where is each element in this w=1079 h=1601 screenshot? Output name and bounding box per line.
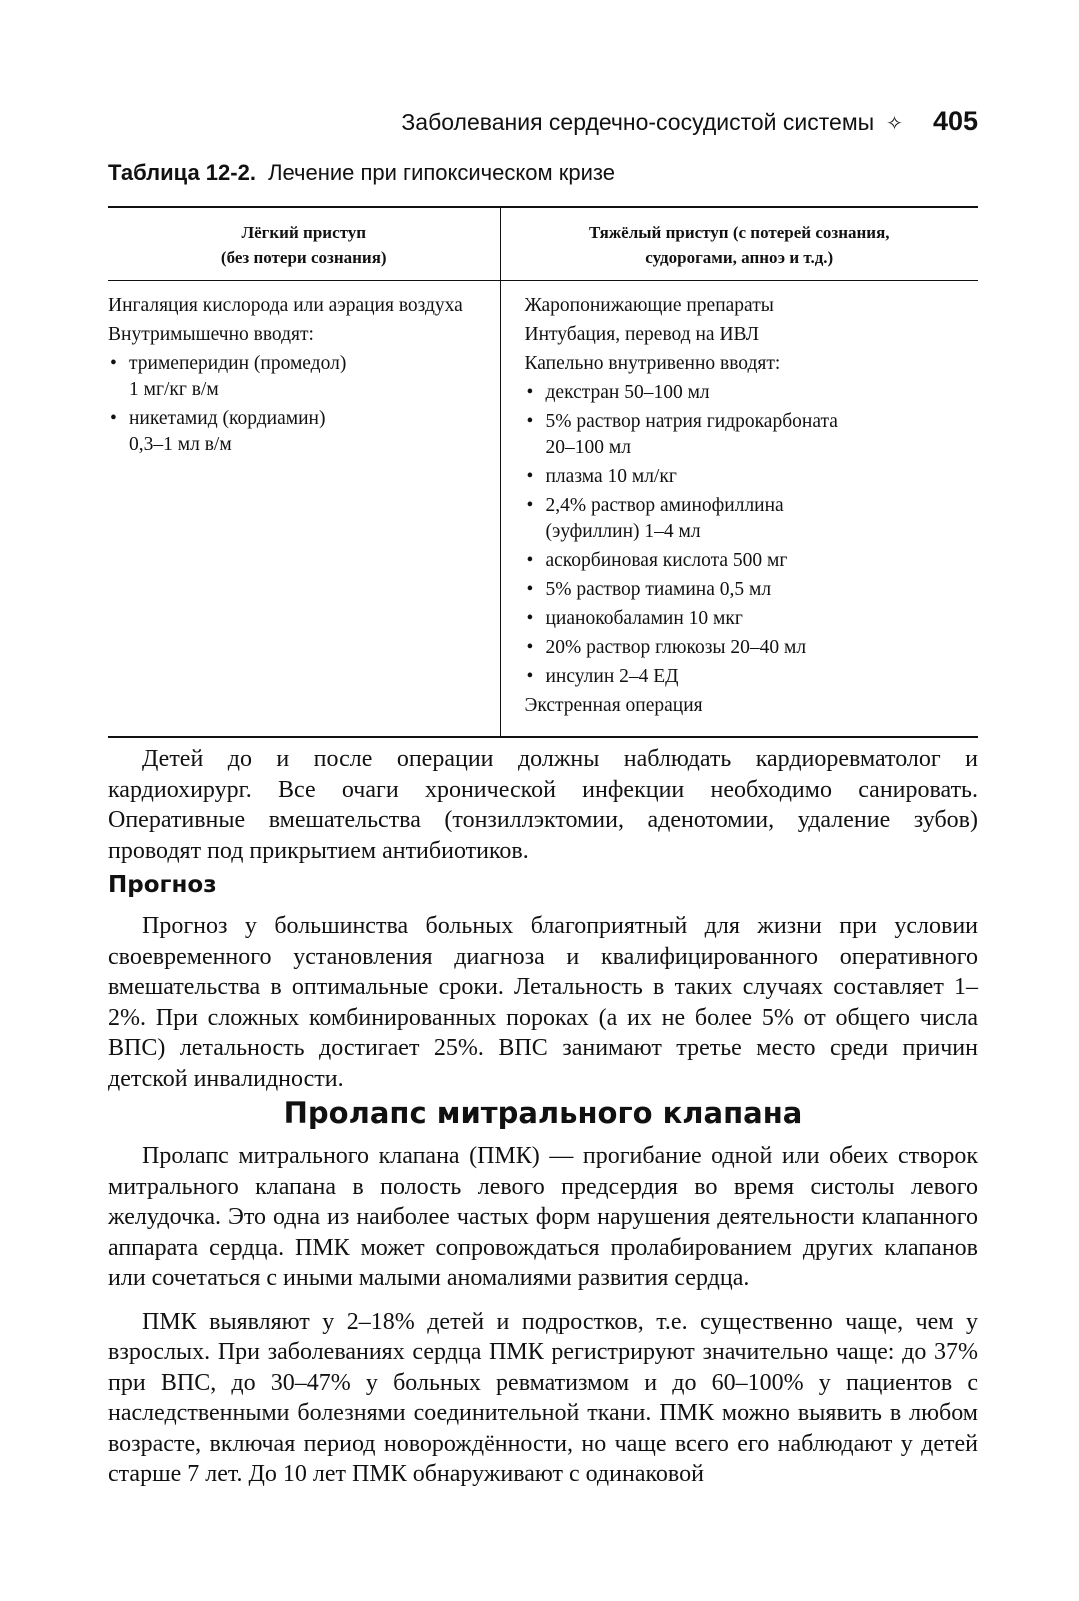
table-caption xyxy=(108,160,615,186)
col-header-mild: Лёгкий приступ (без потери сознания) xyxy=(108,207,500,281)
cell-severe xyxy=(500,281,978,738)
list-item: • 20% раствор глюкозы 20–40 мл xyxy=(525,635,979,661)
table-row xyxy=(108,281,978,738)
list-item: • 5% раствор тиамина 0,5 мл xyxy=(525,577,979,603)
heading-prognosis: Прогноз xyxy=(108,872,217,898)
cell-text: Жаропонижающие препараты xyxy=(524,295,774,316)
paragraph-prognosis: Прогноз у большинства больных благоприятный для жизни при условии своевременного установления диагноза и квалифицированного оперативного вмешательства в оптимальные сроки. Летальность в таких случаях составляет 1–2%. При сложных комбинированных пороках (а их не более 5% от общего числа ВПС) летальность достигает 25%. ВПС занимают третье место среди причин детской инвалидности. xyxy=(108,913,978,1092)
cell-text: Ингаляция кислорода или аэрация воздуха xyxy=(108,295,463,316)
cell-mild xyxy=(108,281,500,738)
col-header-severe: Тяжёлый приступ (с потерей сознания, судорогами, апноэ и т.д.) xyxy=(500,207,978,281)
table-caption-label: Таблица 12-2. xyxy=(108,160,256,185)
list-item: • никетамид (кордиамин) 0,3–1 мл в/м xyxy=(108,406,488,458)
cell-text: Внутримышечно вводят: xyxy=(108,324,314,345)
list-item: • аскорбиновая кислота 500 мг xyxy=(525,548,979,574)
drug-list xyxy=(108,351,488,458)
table-header-row xyxy=(108,207,978,281)
list-item: • плазма 10 мл/кг xyxy=(525,464,979,490)
page-number: 405 xyxy=(932,106,978,136)
list-item: • 2,4% раствор аминофиллина (эуфиллин) 1–4 мл xyxy=(525,493,979,545)
list-item: • цианокобаламин 10 мкг xyxy=(525,606,979,632)
paragraph-after-table: Детей до и после операции должны наблюдать кардиоревматолог и кардиохирург. Все очаги хронической инфекции необходимо санировать. Оперативные вмешательства (тонзиллэктомии, аденотомии, удаление зубов) проводят под прикрытием антибиотиков. xyxy=(108,746,978,864)
section-mvp xyxy=(108,1141,978,1490)
cell-text: Экстренная операция xyxy=(524,695,703,716)
paragraph: Пролапс митрального клапана (ПМК) — прогибание одной или обеих створок митрального клапана в полость левого предсердия во время систолы левого желудочка. Это одна из наиболее частых форм нарушения деятельности клапанного аппарата сердца. ПМК может сопровождаться пролабированием других клапанов или сочетаться с иными малыми аномалиями развития сердца. xyxy=(108,1143,978,1291)
heading-mitral-valve-prolapse: Пролапс митрального клапана xyxy=(283,1096,803,1130)
running-header xyxy=(401,106,978,137)
cell-text: Интубация, перевод на ИВЛ xyxy=(524,324,760,345)
cell-text: Капельно внутривенно вводят: xyxy=(524,353,781,374)
list-item: • инсулин 2–4 ЕД xyxy=(525,664,979,690)
treatment-table xyxy=(108,206,978,738)
drug-list xyxy=(525,380,979,690)
list-item: • 5% раствор натрия гидрокарбоната 20–100 мл xyxy=(525,409,979,461)
list-item: • декстран 50–100 мл xyxy=(525,380,979,406)
table-caption-text: Лечение при гипоксическом кризе xyxy=(268,160,615,185)
running-title: Заболевания сердечно-сосудистой системы xyxy=(401,109,875,135)
paragraph: ПМК выявляют у 2–18% детей и подростков, т.е. существенно чаще, чем у взрослых. При заболеваниях сердца ПМК регистрируют значительно чаще: до 37% при ВПС, до 30–47% у больных ревматизмом и до 60–100% у пациентов с наследственными болезнями соединительной ткани. ПМК можно выявить в любом возрасте, включая период новорождённости, но чаще всего его наблюдают у детей старше 7 лет. До 10 лет ПМК обнаруживают с одинаковой xyxy=(108,1308,978,1487)
diamond-separator-icon: ✧ xyxy=(886,113,903,135)
list-item: • тримеперидин (промедол) 1 мг/кг в/м xyxy=(108,351,488,403)
